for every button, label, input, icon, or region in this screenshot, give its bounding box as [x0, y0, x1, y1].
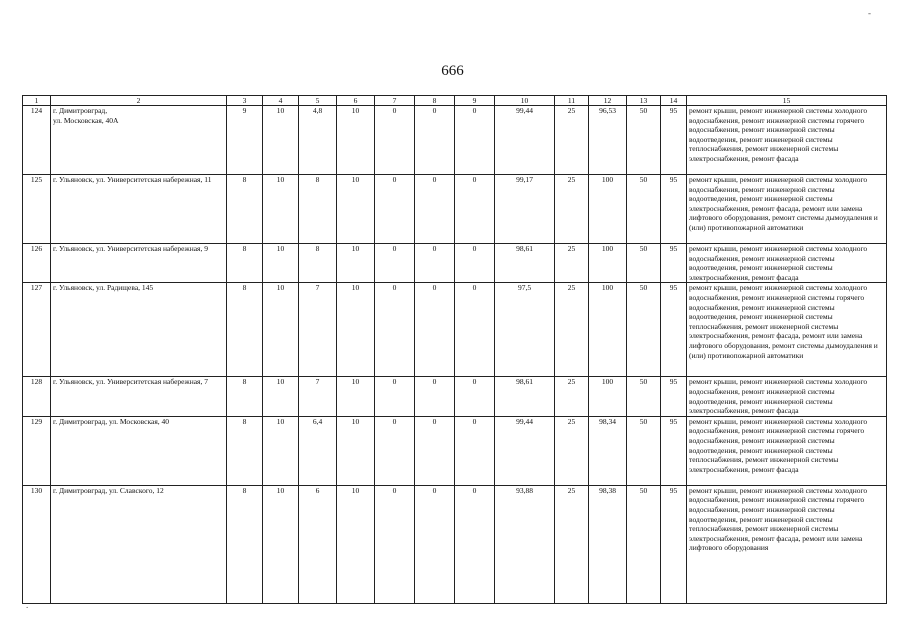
scan-artifact: .	[26, 600, 29, 610]
value-cell: 0	[375, 485, 415, 603]
column-number: 8	[415, 96, 455, 106]
value-cell: 9	[227, 106, 263, 175]
value-cell: 95	[661, 106, 687, 175]
page-number: 666	[441, 63, 464, 79]
table-row	[23, 283, 887, 377]
value-cell: 98,61	[495, 377, 555, 416]
value-cell: 25	[555, 377, 589, 416]
column-number: 14	[661, 96, 687, 106]
table-row	[23, 244, 887, 283]
column-number-row	[23, 96, 887, 106]
value-cell: 95	[661, 244, 687, 283]
table-row	[23, 416, 887, 485]
value-cell: 25	[555, 175, 589, 244]
value-cell: 8	[227, 416, 263, 485]
address-cell: г. Димитровград, ул. Московская, 40	[51, 416, 227, 485]
row-number-cell: 130	[23, 485, 51, 603]
column-number: 2	[51, 96, 227, 106]
value-cell: 8	[227, 175, 263, 244]
table-row	[23, 175, 887, 244]
repair-works-cell: ремонт крыши, ремонт инженерной системы холодного водоснабжения, ремонт инженерной системы водоотведения, ремонт инженерной системы электроснабжения, ремонт фасада, ремонт или замена лифтового оборудования, ремонт системы дымоудаления и (или) противопожарной автоматики	[687, 175, 887, 244]
value-cell: 0	[375, 175, 415, 244]
value-cell: 50	[627, 244, 661, 283]
repair-works-cell: ремонт крыши, ремонт инженерной системы холодного водоснабжения, ремонт инженерной системы водоотведения, ремонт инженерной системы электроснабжения, ремонт фасада	[687, 244, 887, 283]
value-cell: 10	[337, 485, 375, 603]
address-cell: г. Ульяновск, ул. Университетская набережная, 11	[51, 175, 227, 244]
table-row	[23, 485, 887, 603]
value-cell: 0	[455, 485, 495, 603]
row-number-cell: 129	[23, 416, 51, 485]
value-cell: 98,61	[495, 244, 555, 283]
value-cell: 50	[627, 106, 661, 175]
address-cell: г. Димитровград, ул. Славского, 12	[51, 485, 227, 603]
value-cell: 8	[227, 244, 263, 283]
value-cell: 10	[337, 244, 375, 283]
value-cell: 0	[455, 416, 495, 485]
value-cell: 7	[299, 377, 337, 416]
column-number: 9	[455, 96, 495, 106]
value-cell: 25	[555, 244, 589, 283]
value-cell: 50	[627, 416, 661, 485]
value-cell: 95	[661, 485, 687, 603]
value-cell: 50	[627, 283, 661, 377]
value-cell: 0	[415, 283, 455, 377]
column-number: 10	[495, 96, 555, 106]
repair-works-cell: ремонт крыши, ремонт инженерной системы холодного водоснабжения, ремонт инженерной системы горячего водоснабжения, ремонт инженерной системы водоотведения, ремонт инженерной системы теплоснабжения, ремонт инженерной системы электроснабжения, ремонт фасада, ремонт или замена лифтового оборудования	[687, 485, 887, 603]
value-cell: 0	[455, 106, 495, 175]
value-cell: 0	[455, 283, 495, 377]
value-cell: 50	[627, 377, 661, 416]
value-cell: 25	[555, 416, 589, 485]
value-cell: 10	[337, 377, 375, 416]
value-cell: 0	[415, 106, 455, 175]
column-number: 15	[687, 96, 887, 106]
value-cell: 10	[263, 283, 299, 377]
column-number: 3	[227, 96, 263, 106]
value-cell: 95	[661, 416, 687, 485]
value-cell: 100	[589, 244, 627, 283]
value-cell: 99,17	[495, 175, 555, 244]
value-cell: 8	[299, 175, 337, 244]
value-cell: 8	[227, 283, 263, 377]
value-cell: 0	[375, 377, 415, 416]
row-number-cell: 128	[23, 377, 51, 416]
column-number: 7	[375, 96, 415, 106]
repair-works-cell: ремонт крыши, ремонт инженерной системы холодного водоснабжения, ремонт инженерной системы водоотведения, ремонт инженерной системы электроснабжения, ремонт фасада	[687, 377, 887, 416]
value-cell: 0	[375, 106, 415, 175]
value-cell: 10	[263, 175, 299, 244]
repair-works-cell: ремонт крыши, ремонт инженерной системы холодного водоснабжения, ремонт инженерной системы горячего водоснабжения, ремонт инженерной системы водоотведения, ремонт инженерной системы теплоснабжения, ремонт инженерной системы электроснабжения, ремонт фасада, ремонт или замена лифтового оборудования, ремонт системы дымоудаления и (или) противопожарной автоматики	[687, 283, 887, 377]
value-cell: 10	[263, 416, 299, 485]
row-number-cell: 126	[23, 244, 51, 283]
value-cell: 0	[375, 244, 415, 283]
value-cell: 0	[375, 416, 415, 485]
value-cell: 0	[455, 377, 495, 416]
value-cell: 8	[227, 377, 263, 416]
value-cell: 0	[375, 283, 415, 377]
value-cell: 93,88	[495, 485, 555, 603]
value-cell: 10	[263, 377, 299, 416]
address-cell: г. Ульяновск, ул. Университетская набережная, 9	[51, 244, 227, 283]
table-row	[23, 106, 887, 175]
value-cell: 100	[589, 175, 627, 244]
value-cell: 25	[555, 106, 589, 175]
address-cell: г. Ульяновск, ул. Радищева, 145	[51, 283, 227, 377]
value-cell: 97,5	[495, 283, 555, 377]
repair-works-cell: ремонт крыши, ремонт инженерной системы холодного водоснабжения, ремонт инженерной системы горячего водоснабжения, ремонт инженерной системы водоотведения, ремонт инженерной системы теплоснабжения, ремонт инженерной системы электроснабжения, ремонт фасада	[687, 106, 887, 175]
repair-works-cell: ремонт крыши, ремонт инженерной системы холодного водоснабжения, ремонт инженерной системы горячего водоснабжения, ремонт инженерной системы водоотведения, ремонт инженерной системы теплоснабжения, ремонт инженерной системы электроснабжения, ремонт фасада	[687, 416, 887, 485]
value-cell: 0	[415, 244, 455, 283]
column-number: 6	[337, 96, 375, 106]
value-cell: 8	[227, 485, 263, 603]
address-cell: г. Ульяновск, ул. Университетская набережная, 7	[51, 377, 227, 416]
value-cell: 0	[415, 175, 455, 244]
value-cell: 98,38	[589, 485, 627, 603]
column-number: 12	[589, 96, 627, 106]
value-cell: 8	[299, 244, 337, 283]
repair-program-table	[22, 95, 887, 604]
value-cell: 10	[337, 175, 375, 244]
value-cell: 100	[589, 283, 627, 377]
column-number: 11	[555, 96, 589, 106]
address-cell: г. Димитровград, ул. Московская, 40А	[51, 106, 227, 175]
value-cell: 100	[589, 377, 627, 416]
value-cell: 10	[263, 106, 299, 175]
value-cell: 0	[415, 377, 455, 416]
column-number: 1	[23, 96, 51, 106]
value-cell: 10	[263, 485, 299, 603]
value-cell: 50	[627, 485, 661, 603]
row-number-cell: 124	[23, 106, 51, 175]
value-cell: 0	[415, 416, 455, 485]
column-number: 13	[627, 96, 661, 106]
row-number-cell: 125	[23, 175, 51, 244]
value-cell: 6,4	[299, 416, 337, 485]
value-cell: 10	[337, 106, 375, 175]
value-cell: 50	[627, 175, 661, 244]
value-cell: 25	[555, 485, 589, 603]
column-number: 5	[299, 96, 337, 106]
column-number: 4	[263, 96, 299, 106]
value-cell: 7	[299, 283, 337, 377]
row-number-cell: 127	[23, 283, 51, 377]
value-cell: 98,34	[589, 416, 627, 485]
value-cell: 99,44	[495, 416, 555, 485]
value-cell: 0	[455, 244, 495, 283]
table-body	[23, 96, 887, 604]
scan-artifact: -	[868, 8, 871, 18]
value-cell: 4,8	[299, 106, 337, 175]
value-cell: 10	[337, 416, 375, 485]
value-cell: 10	[337, 283, 375, 377]
value-cell: 95	[661, 283, 687, 377]
value-cell: 0	[455, 175, 495, 244]
value-cell: 0	[415, 485, 455, 603]
value-cell: 95	[661, 377, 687, 416]
value-cell: 6	[299, 485, 337, 603]
value-cell: 96,53	[589, 106, 627, 175]
table-row	[23, 377, 887, 416]
value-cell: 25	[555, 283, 589, 377]
value-cell: 10	[263, 244, 299, 283]
value-cell: 95	[661, 175, 687, 244]
value-cell: 99,44	[495, 106, 555, 175]
